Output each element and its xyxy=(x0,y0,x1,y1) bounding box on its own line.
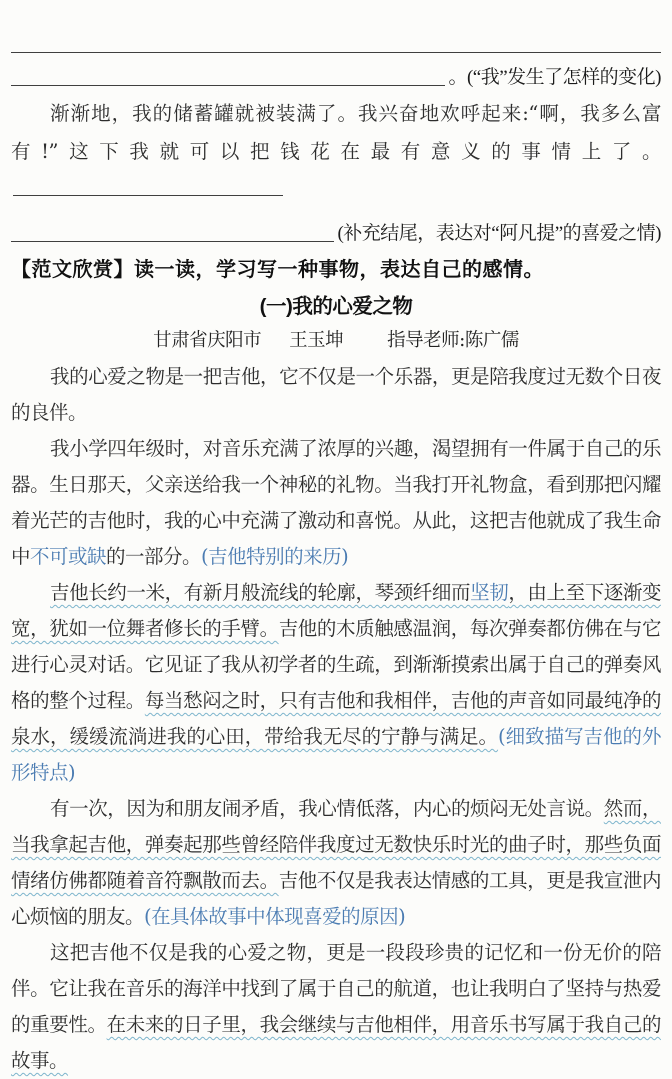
essay-paragraph xyxy=(11,935,661,1079)
prompt-note-ending: (补充结尾，表达对“阿凡提”的喜爱之情) xyxy=(337,223,661,244)
essay-paragraph xyxy=(11,359,661,431)
section-header: 【范文欣赏】读一读，学习写一种事物，表达自己的感情。 xyxy=(11,259,544,281)
essay-text-segment: 的一部分。 xyxy=(106,545,202,568)
inline-annotation: (吉他特别的来历) xyxy=(201,545,349,568)
essay-text-segment: 我小学四年级时，对音乐充满了浓厚的兴趣，渴望拥有一件属于自己的乐器。生日那天，父亲送给我一个神秘的礼物。当我打开礼物盒，看到那把闪耀着光芒的吉他时，我的心中充满了激动和喜悦。从此，这把吉他就成了我生命中 xyxy=(11,437,661,568)
essay-text-segment: 然而，当我拿起吉他，弹奏起那些曾经陪伴我度过无数快乐时光的曲子时，那些负面情绪仿佛都随着音符飘散而去。 xyxy=(11,797,661,892)
inline-annotation: (细致描写吉他的外形特点) xyxy=(11,725,661,784)
exercise-paragraph-text: 渐渐地，我的储蓄罐就被装满了。我兴奋地欢呼起来:“啊，我多么富有!”这下我就可以把钱花在最有意义的事情上了。 xyxy=(11,102,661,163)
answer-blank-line xyxy=(11,241,334,242)
essay-text-segment: 吉他长约一米，有新月般流线的轮廓，琴颈纤细而 xyxy=(50,581,471,604)
prompt-row-change xyxy=(11,53,661,89)
exercise-paragraph xyxy=(11,95,661,209)
essay-text-segment: 吉他的木质触感温润，每次弹奏都仿佛在与它进行心灵对话。它见证了我从初学者的生疏，到渐渐摸索出属于自己的弹奏风格的整个过程。 xyxy=(11,617,661,712)
answer-blank-inline xyxy=(13,175,283,196)
byline-region: 甘肃省庆阳市 xyxy=(153,330,262,351)
answer-blank-line xyxy=(11,85,445,86)
byline-teacher: 指导老师:陈广儒 xyxy=(387,330,519,351)
inline-annotation: (在具体故事中体现喜爱的原因) xyxy=(144,905,406,928)
essay-text-segment: 坚韧 xyxy=(470,581,509,604)
essay-paragraph xyxy=(11,791,661,935)
prompt-row-ending xyxy=(11,211,661,245)
essay-text-segment: 在未来的日子里，我会继续与吉他相伴，用音乐书写属于我自己的故事。 xyxy=(11,1013,661,1072)
essay-paragraph xyxy=(11,575,661,791)
essay-text-segment: 不可或缺 xyxy=(30,545,107,568)
essay-text-segment: 有一次，因为和朋友闹矛盾，我心情低落，内心的烦闷无处言说。 xyxy=(50,797,604,820)
essay-text-segment: 吉他不仅是我表达情感的工具，更是我宣泄内心烦恼的朋友。 xyxy=(11,869,661,928)
essay-byline xyxy=(11,329,661,353)
prompt-note-change: 。(“我”发生了怎样的变化) xyxy=(448,67,661,88)
essay-text-segment: ，由上至下逐渐变宽，犹如一位舞者修长的手臂。 xyxy=(11,581,661,640)
essay-title: (一)我的心爱之物 xyxy=(259,295,413,318)
essay-paragraphs xyxy=(11,359,661,1079)
essay-paragraph xyxy=(11,431,661,575)
essay-text-segment: 这把吉他不仅是我的心爱之物，更是一段段珍贵的记忆和一份无价的陪伴。它让我在音乐的海洋中找到了属于自己的航道，也让我明白了坚持与热爱的重要性。 xyxy=(11,941,661,1036)
essay-text-segment: 我的心爱之物是一把吉他，它不仅是一个乐器，更是陪我度过无数个日夜的良伴。 xyxy=(11,365,661,424)
workbook-page xyxy=(0,52,672,1072)
essay-text-segment: 每当愁闷之时，只有吉他和我相伴，吉他的声音如同最纯净的泉水，缓缓流淌进我的心田，带给我无尽的宁静与满足。 xyxy=(11,689,661,748)
byline-author: 王玉坤 xyxy=(289,330,344,351)
